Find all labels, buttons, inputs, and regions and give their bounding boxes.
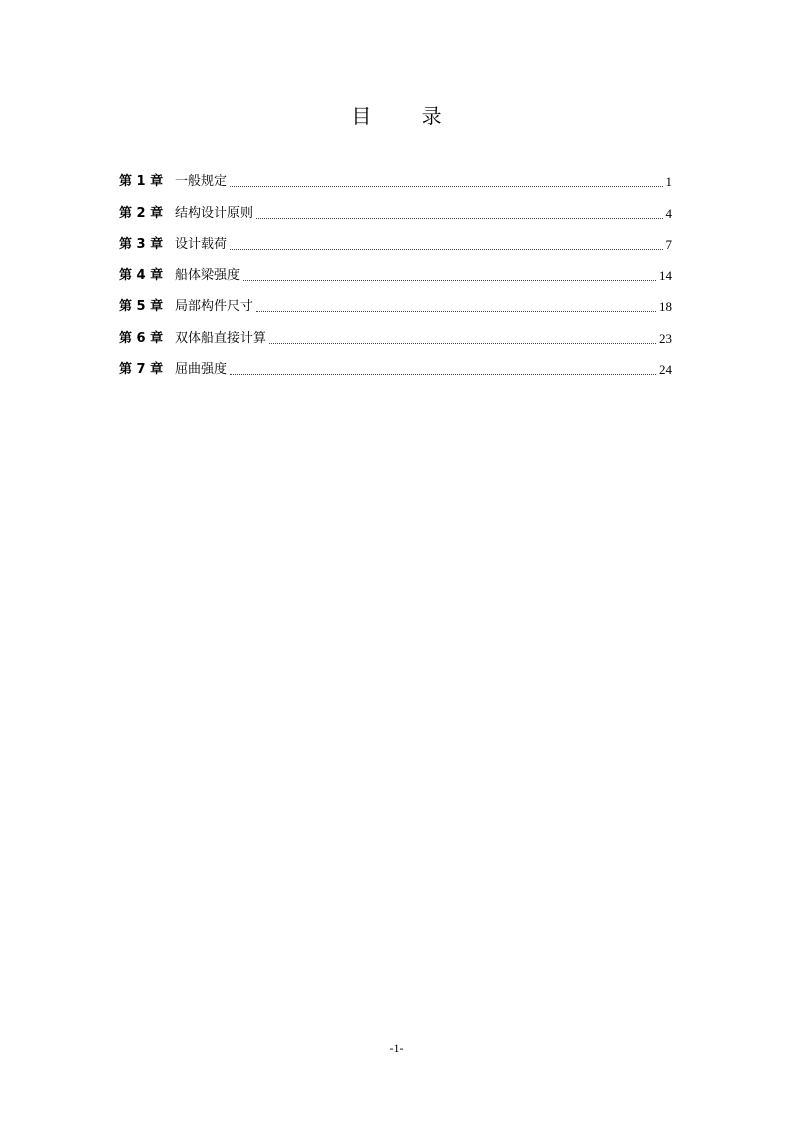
chapter-number: 第 7 章: [119, 362, 164, 378]
chapter-number: 第 6 章: [119, 330, 164, 346]
chapter-title: 船体梁强度: [175, 268, 241, 284]
toc-entry-7[interactable]: [119, 349, 672, 380]
toc-title: 目 录: [351, 104, 464, 128]
toc-entry-4[interactable]: [119, 255, 672, 286]
toc-entry-5[interactable]: [119, 286, 672, 317]
chapter-number: 第 4 章: [119, 268, 164, 284]
page-number: 4: [665, 205, 672, 221]
dot-leader: [243, 279, 656, 281]
dot-leader: [230, 185, 662, 187]
dot-leader: [230, 373, 656, 375]
chapter-title: 结构设计原则: [175, 205, 254, 221]
page-number: 23: [659, 330, 672, 346]
chapter-title: 局部构件尺寸: [175, 299, 254, 315]
page-footer-number: -1-: [389, 1041, 404, 1055]
chapter-title: 双体船直接计算: [175, 330, 267, 346]
chapter-title: 设计载荷: [175, 236, 228, 252]
chapter-number: 第 5 章: [119, 299, 164, 315]
dot-leader: [256, 217, 662, 219]
page-number: 14: [659, 268, 672, 284]
chapter-number: 第 1 章: [119, 174, 164, 190]
toc-entry-2[interactable]: [119, 192, 672, 223]
dot-leader: [269, 342, 656, 344]
toc-entry-6[interactable]: [119, 317, 672, 348]
page-number: 1: [665, 174, 672, 190]
page-number: 24: [659, 362, 672, 378]
page-number: 18: [659, 299, 672, 315]
page-number: 7: [665, 236, 672, 252]
chapter-number: 第 2 章: [119, 205, 164, 221]
toc-entry-3[interactable]: [119, 224, 672, 255]
toc-entry-1[interactable]: [119, 161, 672, 192]
toc-list: [119, 161, 672, 380]
chapter-title: 一般规定: [175, 174, 228, 190]
chapter-title: 屈曲强度: [175, 362, 228, 378]
dot-leader: [230, 248, 662, 250]
chapter-number: 第 3 章: [119, 236, 164, 252]
dot-leader: [256, 310, 656, 312]
